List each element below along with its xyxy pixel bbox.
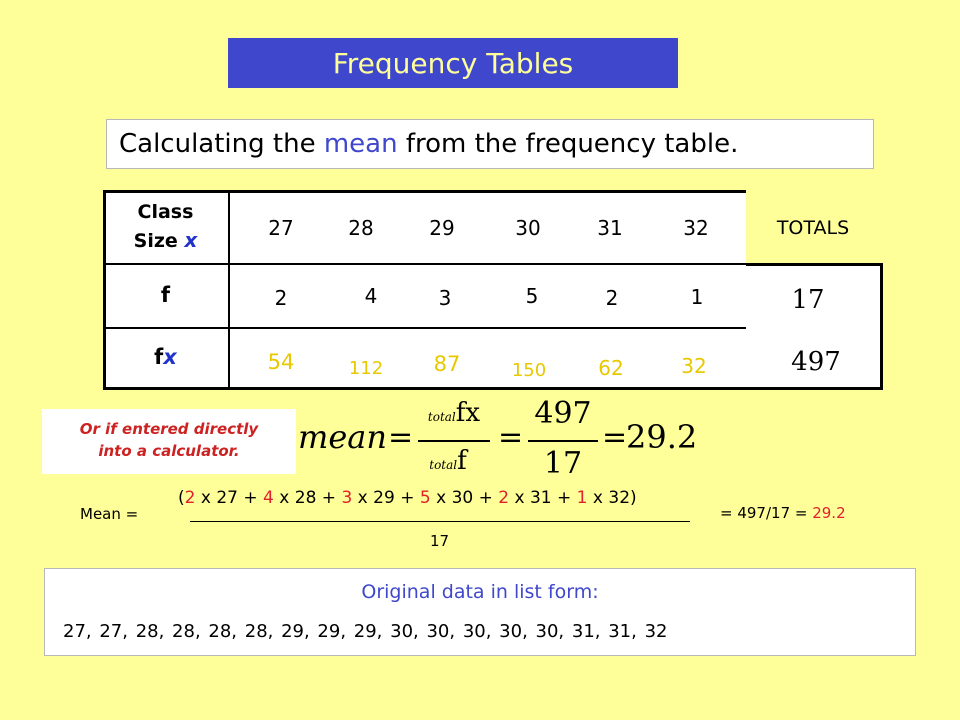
calc-f-5: 2 xyxy=(498,488,510,508)
formula-value-denominator: 17 xyxy=(543,446,583,481)
calc-x-6: 32 xyxy=(608,488,631,508)
class-size-header xyxy=(103,190,228,263)
calc-op: x xyxy=(587,488,609,508)
original-data-box xyxy=(44,568,916,656)
subtitle xyxy=(106,119,874,169)
result-prefix: = 497/17 = xyxy=(720,504,813,522)
result-value: 29.2 xyxy=(812,504,846,522)
calc-op: x xyxy=(430,488,452,508)
calc-x-4: 30 xyxy=(451,488,474,508)
frequency-value: 3 xyxy=(438,286,452,310)
calculation-fraction-bar xyxy=(190,521,690,522)
close-paren: ) xyxy=(630,488,637,508)
frequency-value: 1 xyxy=(690,285,704,309)
calc-f-4: 5 xyxy=(419,488,431,508)
calculation-result xyxy=(720,504,846,522)
class-label: Class xyxy=(137,200,194,223)
calc-op: x xyxy=(273,488,295,508)
formula-f-symbol: f xyxy=(457,446,467,476)
calc-plus: + xyxy=(473,488,499,508)
calc-plus: + xyxy=(316,488,342,508)
formula-numerator xyxy=(418,398,490,428)
column-divider xyxy=(228,190,230,390)
class-value: 29 xyxy=(429,216,455,240)
formula-total-word: total xyxy=(427,410,456,424)
calc-x-3: 29 xyxy=(373,488,395,508)
calc-x-5: 31 xyxy=(529,488,552,508)
frequency-table xyxy=(103,190,883,390)
frequency-value: 2 xyxy=(605,286,619,310)
x-variable: x xyxy=(184,227,198,252)
calculator-note xyxy=(42,409,296,474)
note-line-2: into a calculator. xyxy=(98,442,240,460)
fx-value: 87 xyxy=(433,352,461,376)
page-title: Frequency Tables xyxy=(228,38,678,88)
formula-fraction-bar-2 xyxy=(528,440,598,442)
formula-value-numerator: 497 xyxy=(534,396,592,431)
mean-formula xyxy=(296,394,736,490)
calculation-denominator: 17 xyxy=(430,532,450,550)
calc-f-2: 4 xyxy=(263,488,274,508)
formula-total-word-2: total xyxy=(429,458,458,472)
open-paren: ( xyxy=(178,488,185,508)
calc-plus: + xyxy=(394,488,420,508)
class-value: 30 xyxy=(515,216,541,240)
formula-equals-3: = xyxy=(602,420,628,455)
frequency-value: 2 xyxy=(274,286,288,310)
calculation-numerator xyxy=(178,488,637,508)
fx-value: 32 xyxy=(681,354,707,378)
formula-denominator xyxy=(418,446,478,476)
calc-f-6: 1 xyxy=(576,488,588,508)
formula-mean-word: mean xyxy=(298,418,387,456)
fx-value: 150 xyxy=(511,359,547,381)
note-line-1: Or if entered directly xyxy=(79,420,259,438)
fx-value: 62 xyxy=(598,356,624,380)
frequency-value: 5 xyxy=(525,284,539,308)
calc-plus: + xyxy=(237,488,264,508)
calc-op: x xyxy=(509,488,530,508)
formula-fx-symbol: fx xyxy=(455,398,481,428)
totals-header: TOTALS xyxy=(776,217,850,239)
calc-x-1: 27 xyxy=(216,488,238,508)
fx-f-label: f xyxy=(154,345,164,370)
frequency-value: 4 xyxy=(364,284,378,308)
class-value: 28 xyxy=(348,216,374,240)
list-title: Original data in list form: xyxy=(361,581,599,603)
calc-op: x xyxy=(195,488,217,508)
calc-f-1: 2 xyxy=(184,488,196,508)
mean-label: Mean = xyxy=(80,505,139,523)
subtitle-before: Calculating the xyxy=(119,129,324,159)
formula-result: 29.2 xyxy=(626,418,698,456)
class-value: 32 xyxy=(683,216,709,240)
frequency-total: 17 xyxy=(791,285,825,315)
calc-plus: + xyxy=(551,488,577,508)
fx-x-label: x xyxy=(163,345,177,370)
subtitle-highlight: mean xyxy=(323,129,398,159)
fx-value: 112 xyxy=(348,357,384,379)
class-value: 31 xyxy=(597,216,623,240)
list-values: 27, 27, 28, 28, 28, 28, 29, 29, 29, 30, 30, 30, 30, 30, 31, 31, 32 xyxy=(63,621,668,642)
class-value: 27 xyxy=(268,216,294,240)
fx-value: 54 xyxy=(267,350,295,374)
fx-total: 497 xyxy=(791,347,841,377)
calc-x-2: 28 xyxy=(294,488,317,508)
formula-fraction-bar xyxy=(418,440,490,442)
subtitle-after: from the frequency table. xyxy=(397,129,739,159)
f-row-header: f xyxy=(160,283,171,308)
formula-equals: = xyxy=(388,420,414,455)
calc-op: x xyxy=(352,488,374,508)
formula-equals-2: = xyxy=(498,420,524,455)
fx-row-header xyxy=(103,329,228,387)
calc-f-3: 3 xyxy=(341,488,353,508)
size-label: Size xyxy=(133,229,185,252)
